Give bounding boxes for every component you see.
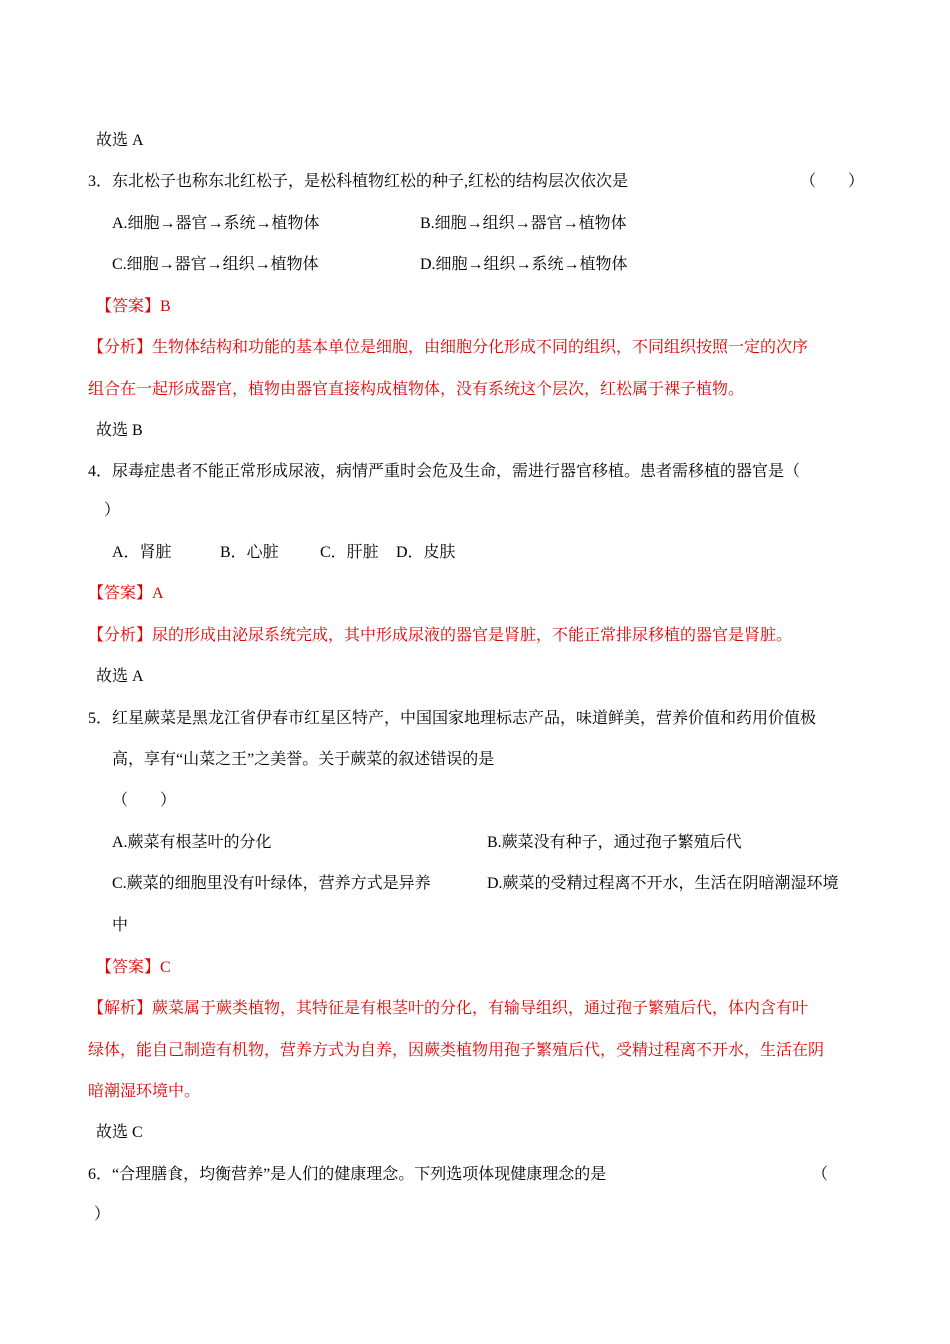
q5-analysis-line1: 【解析】蕨菜属于蕨类植物，其特征是有根茎叶的分化，有输导组织，通过孢子繁殖后代，体内含有叶 [88, 1000, 809, 1017]
q5-analysis-line3: 暗潮湿环境中。 [88, 1083, 201, 1100]
q3-option-d: D.细胞→组织→系统→植物体 [420, 256, 628, 273]
q4-number: 4． [88, 463, 113, 480]
q4-stem: 尿毒症患者不能正常形成尿液，病情严重时会危及生命，需进行器官移植。患者需移植的器官是（ [112, 463, 801, 480]
q5-option-a: A.蕨菜有根茎叶的分化 [112, 834, 272, 851]
q5-option-d: D.蕨菜的受精过程离不开水，生活在阴暗潮湿环境 [487, 875, 839, 892]
q6-paren-open: （ [812, 1166, 829, 1183]
q4-option-b: B．心脏 [220, 544, 279, 561]
q5-number: 5． [88, 710, 113, 727]
q2-conclusion: 故选 A [96, 132, 144, 149]
q5-option-b: B.蕨菜没有种子，通过孢子繁殖后代 [487, 834, 742, 851]
q3-answer: 【答案】B [96, 298, 171, 315]
q3-option-b: B.细胞→组织→器官→植物体 [420, 215, 627, 232]
q3-analysis-line1: 【分析】生物体结构和功能的基本单位是细胞，由细胞分化形成不同的组织，不同组织按照一定的次序 [88, 339, 809, 356]
q4-option-a: A．肾脏 [112, 544, 172, 561]
q6-paren-close: ） [94, 1206, 111, 1223]
q6-stem: “合理膳食，均衡营养”是人们的健康理念。下列选项体现健康理念的是 [112, 1166, 607, 1183]
q3-analysis-line2: 组合在一起形成器官，植物由器官直接构成植物体，没有系统这个层次，红松属于裸子植物。 [88, 381, 745, 398]
q3-option-c: C.细胞→器官→组织→植物体 [112, 256, 319, 273]
q3-option-a: A.细胞→器官→系统→植物体 [112, 215, 320, 232]
q3-stem: 东北松子也称东北红松子，是松科植物红松的种子,红松的结构层次依次是 [112, 173, 629, 190]
q5-stem-line2: 高，享有“山菜之王”之美誉。关于蕨菜的叙述错误的是 [112, 751, 495, 768]
q3-number: 3． [88, 173, 113, 190]
q4-option-c: C．肝脏 [320, 544, 379, 561]
q5-stem-line1: 红星蕨菜是黑龙江省伊春市红星区特产，中国国家地理标志产品，味道鲜美，营养价值和药用价值极 [112, 710, 817, 727]
q5-option-c: C.蕨菜的细胞里没有叶绿体，营养方式是异养 [112, 875, 431, 892]
q3-answer-blank: （ ） [800, 173, 865, 190]
q5-answer: 【答案】C [96, 959, 171, 976]
q6-number: 6． [88, 1166, 113, 1183]
q3-conclusion: 故选 B [96, 422, 143, 439]
q4-conclusion: 故选 A [96, 668, 144, 685]
q5-analysis-line2: 绿体，能自己制造有机物，营养方式为自养，因蕨类植物用孢子繁殖后代，受精过程离不开水，生活在阴 [88, 1042, 825, 1059]
q4-answer: 【答案】A [88, 585, 164, 602]
q4-analysis: 【分析】尿的形成由泌尿系统完成，其中形成尿液的器官是肾脏，不能正常排尿移植的器官是肾脏。 [88, 627, 793, 644]
q4-option-d: D．皮肤 [396, 544, 456, 561]
q5-answer-blank: （ ） [112, 792, 177, 809]
q5-conclusion: 故选 C [96, 1124, 143, 1141]
q4-stem-continuation: ） [104, 502, 121, 519]
q5-option-d-continuation: 中 [112, 917, 129, 934]
